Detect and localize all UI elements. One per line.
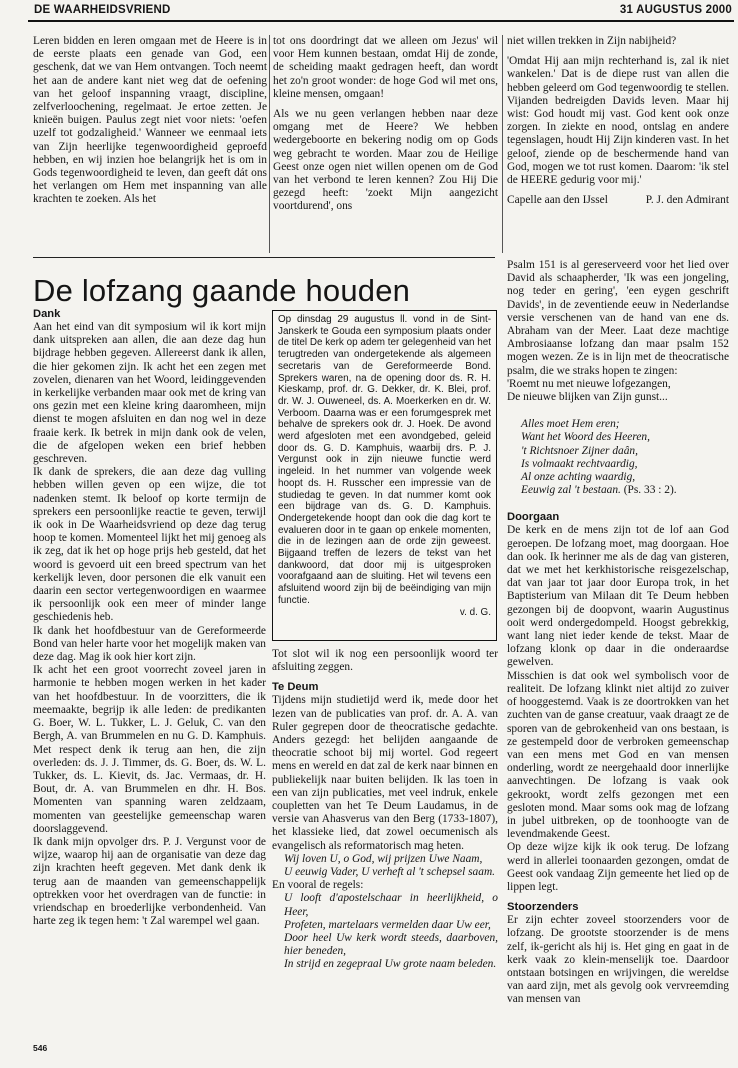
top-col2-para-1: tot ons doordringt dat we alleen om Jezus' wil voor Hem kunnen bestaan, omdat Hij de zonde, de scheiding maakt gedragen heeft, dan wordt het zo'n groot wonder: de hoge God wil met ons, kleine mensen, omgaan!: [273, 35, 498, 100]
poem-2: [272, 892, 498, 971]
article-headline: De lofzang gaande houden: [33, 273, 411, 308]
author-place: Capelle aan den IJssel: [507, 194, 608, 207]
article-column-2: [272, 648, 498, 1033]
stoorzenders-para: Er zijn echter zoveel stoorzenders voor de lofzang. De grootste stoorzender is de mens zelf, ik-gericht als hij is. Het ging en gaat in de kerk vaak zo klein-menselijk toe. Daardoor ontstaan botsingen en wrijvingen, die wereldse van aard zijn, met als gevolg ook vervreemding van mensen van: [507, 914, 729, 1006]
dank-para-3: Ik dank het hoofdbestuur van de Gereformeerde Bond van heler harte voor het mogelijk maken van deze dag. Mag ik ook hier kort zijn.: [33, 624, 266, 664]
poem-1: [272, 853, 498, 879]
psalm-para: Psalm 151 is al gereserveerd voor het lied over David als schaapherder, 'Ik was een jongeling, nog teder en gering', 'een eygen geschrift Davids', in de zeventiende eeuw in Nederlandse versie verschenen van de hand van ene ds. Abraham van der Meer. Laat deze machtige Ambrosiaanse lofzang dan maar psalm 152 mogen wezen. Ze is in lijn met de theocratische psalm, die we straks hopen te zingen:: [507, 259, 729, 377]
dank-para-1: Aan het eind van dit symposium wil ik kort mijn dank uitspreken aan allen, die aan deze dag hun bijdrage hebben gegeven. Allereerst dank ik allen, die hier gekomen zijn. Ik acht het een zegen met zovelen, dienaren van het Woord, leidinggevenden in kerkelijke verbanden maar ook met de kring van ons gezin met een kleine kring daaromheen, mijn dienst te mogen afsluiten en dan nog wel in deze fraaie kerk. Ik betrek in mijn dank ook de velen, die de afgelopen weken een brief hebben geschreven.: [33, 321, 266, 466]
poem-1-line: U eeuwig Vader, U verheft al 't schepsel saam.: [284, 866, 496, 879]
regels-intro: En vooral de regels:: [272, 879, 364, 892]
section-rule: [33, 257, 495, 258]
dank-para-5: Ik dank mijn opvolger drs. P. J. Vergunst voor de wijze, waarop hij aan de organisatie van deze dag zijn krachten heeft gegeven. Met dank denk ik terug aan de maanden van gemeenschappelijk optrekken voor het overdragen van de functie: in vriendschap en broederlijke verbondenheid. Van harte zeg ik tegen hem: 't Zal warempel wel gaan.: [33, 835, 266, 928]
psalm-poem-line: Is volmaakt rechtvaardig,: [521, 457, 638, 470]
doorgaan-para-2: Misschien is dat ook wel symbolisch voor de realiteit. De lofzang klinkt niet altijd zo zuiver of hooggestemd. Vaak is ze doortrokken van het zuchten van de ganse creatuur, vaak draagt ze de sporen van de gebrokenheid van ons bestaan, is ze gestempeld door de verbroken gemeenschap van een mens met God en van mensen onderling, wordt ze neergehaald door innerlijke aanvechtingen. De lofzang is vaak ook gekrookt, wordt zelfs gezongen met een gesloten mond. Maar soms ook mag de lofzang in jubel uitbreken, op de toonhoogte van de levendmakende Geest.: [507, 669, 729, 841]
article-column-1: [33, 308, 266, 1028]
psalm-poem: [507, 418, 729, 497]
top-col2-para-2: Als we nu geen verlangen hebben naar deze omgang met de Heere? We hebben wedergeboorte en bekering nodig om op Gods weg gebracht te worden. Maar zou de Heilige Geest onze ogen niet willen openen om de God van het verbond te leren kennen? Zou Hij Die gezegd heeft: 'zoekt Mijn aangezicht voortdurend', ons: [273, 108, 498, 213]
subhead-te-deum: Te Deum: [272, 681, 319, 694]
poem-1-line: Wij loven U, o God, wij prijzen Uwe Naam,: [284, 852, 483, 865]
top-col1-text: Leren bidden en leren omgaan met de Heere is in de eerste plaats een genade van God, een geschenk, dat we van Hem ontvangen. Toch neemt het aan de andere kant niet weg dat de oefening van het geloof inspanning vraagt, discipline, zelfverloochening, regelmaat. Je ertoe zetten. Je knieën buigen. Paulus zegt niet voor niets: 'oefen uzelf tot godzaligheid.' Wanneer we eenmaal iets van Zijn heerlijke tegenwoordigheid geproefd hebben, en wij inzien hoe belangrijk het is om in Gods tegenwoordigheid te leven, dan geeft dát ons het verlangen om Hem met inspanning van alle krachten te zoeken. Als het: [33, 35, 267, 206]
publication-name: DE WAARHEIDSVRIEND: [34, 4, 171, 16]
poem-2-line: Profeten, martelaars vermelden daar Uw eer,: [284, 918, 491, 931]
subhead-dank: Dank: [33, 308, 61, 320]
closing-intro: Tot slot wil ik nog een persoonlijk woord ter afsluiting zeggen.: [272, 648, 498, 674]
dank-para-4: Ik acht het een groot voorrecht zoveel jaren in harmonie te hebben mogen werken in het kader van het hoofdbestuur. In de voorzitters, die ik meemaakte, begrijp ik alle leden: de predikanten G. Boer, W. L. Tukker, L. J. Geluk, C. van den Bergh, A. van Brummelen en nu G. D. Kamphuis. Met respect denk ik terug aan hen, die zijn overleden: ds. J. J. Timmer, ds. G. Boer, ds. W. L. Tukker, ds. L. Kievit, ds. Jac. Vermaas, dr. H. Bout, dr. A. van Brummelen en dhr. H. Bos. Momenten van spanning waren zeldzaam, momenten van geestelijke gemeenschap waren doorslaggevend.: [33, 664, 266, 835]
subhead-doorgaan: Doorgaan: [507, 511, 560, 524]
page-number: 546: [33, 1043, 48, 1053]
intro-box: [272, 310, 497, 641]
poem-2-line: Door heel Uw kerk wordt steeds, daarboven, hier beneden,: [284, 932, 498, 958]
quote-line: 'Roemt nu met nieuwe lofgezangen,: [507, 377, 671, 390]
te-deum-para: Tijdens mijn studietijd werd ik, mede door het lezen van de publicaties van prof. dr. A. A. van Ruler gegrepen door de theocratische gedachte. Anders gezegd: het belijden aangaande de theocratie schoot bij mij wortel. God regeert mens en wereld en dat zal de kerk naar binnen en publiekelijk naar buiten belijden. Ik las toen in een van zijn publicaties, met veel indruk, enkele coupletten van het Te Deum Laudamus, in de versie van Ahasverus van den Berg (1733-1807), het klassieke lied, dat zowel oecumenisch als evangelisch als reformatorisch mag heten.: [272, 694, 498, 852]
psalm-poem-line: Eeuwig zal 't bestaan.: [521, 484, 621, 497]
psalm-poem-line: Want het Woord des Heeren,: [521, 431, 650, 444]
doorgaan-para-1: De kerk en de mens zijn tot de lof aan God geroepen. De lofzang moet, mag doorgaan. Hoe dan ook. Ik herinner me als de dag van gisteren, dat we met het kerkhistorische reisgezelschap, dat van jaar tot jaar door Europa trok, in het Baptisterium van Milaan dit Te Deum hebben gezongen bij de doopvont, waarin Augustinus ooit werd ondergedompeld. Hoogst gebrekkig, want lang niet ieder kende de tekst. Maar de lofzang klonk op daar in die onderaardse gewelven.: [507, 524, 729, 669]
top-col3-para-1: niet willen trekken in Zijn nabijheid?: [507, 35, 677, 47]
top-column-2: [273, 35, 498, 253]
psalm-poem-line: 't Richtsnoer Zijner daân,: [521, 444, 638, 457]
author-signature: [507, 194, 729, 207]
psalm-poem-line: Al onze achting waardig,: [521, 471, 636, 484]
poem-2-line: In strijd en zegepraal Uw grote naam beleden.: [284, 958, 497, 971]
psalm-reference: (Ps. 33 : 2).: [623, 484, 677, 497]
poem-2-line: U looft d'apostelschaar in heerlijkheid, o Heer,: [284, 892, 498, 918]
column-divider: [269, 35, 270, 253]
header-rule: [28, 20, 734, 22]
subhead-stoorzenders: Stoorzenders: [507, 901, 579, 914]
doorgaan-para-3: Op deze wijze kijk ik ook terug. De lofzang werd in allerlei toonaarden gezongen, omdat de Geest ook vandaag Zijn gemeente het lied op de lippen legt.: [507, 841, 729, 893]
author-name: P. J. den Admirant: [645, 194, 729, 207]
top-column-3: [507, 35, 729, 253]
intro-box-text: Op dinsdag 29 augustus ll. vond in de Sint-Janskerk te Gouda een symposium plaats onder de titel De kerk op adem ter gelegenheid van het terugtreden van ondergetekende als algemeen secretaris van de Gereformeerde Bond. Sprekers waren, na de opening door ds. R. H. Kieskamp, prof. dr. G. Dekker, dr. K. Blei, prof. dr. W. J. Ouweneel, ds. A. Moerkerken en dr. W. Verboom. Daarna was er een forumgesprek met behalve de sprekers ook dr. J. Hoek. De avond werd afgesloten met een avondgebed, geleid door ds. G. D. Kamphuis, waarbij drs. P. J. Vergunst ook in zijn nieuwe functie werd ingeleid. In het nummer van volgende week hoopt ds. H. Russcher een impressie van de studiedag te geven. In dat nummer komt ook een bijdrage van ds. G. D. Kamphuis. Ondergetekende hoopt dan ook die dag kort te evalueren door in te gaan op enkele momenten, die in de lezingen aan de orde zijn geweest. Bijgaand treffen de lezers de tekst van het dankwoord, dat door mij is uitgesproken voorafgaand aan de sluiting. Het wil tevens een afsluitend woord zijn bij de beëindiging van mijn functie.: [278, 314, 491, 606]
quote-lines: [507, 378, 729, 404]
psalm-poem-line: Alles moet Hem eren;: [521, 418, 620, 431]
top-col3-para-2: 'Omdat Hij aan mijn rechterhand is, zal ik niet wankelen.' Dat is de diepe rust van allen die hebben geleerd om God tegenwoordig te stellen. Vijanden bedreigden Davids leven. Maar hij wist: God houdt mij vast. God kent ook onze zorgen. In ziekte en nood, ontslag en andere tegenslagen, houdt Hij Zijn kinderen vast. In het geloof, ziende op de beschermende hand van God, mogen we tot rust komen. Daarom: 'ik stel de HEERE gedurig voor mij.': [507, 55, 729, 187]
column-divider: [502, 35, 503, 253]
intro-box-signature: v. d. G.: [459, 606, 491, 618]
issue-date: 31 AUGUSTUS 2000: [619, 4, 732, 16]
article-column-3: [507, 259, 729, 1054]
top-column-1: [33, 35, 267, 253]
quote-line: De nieuwe blijken van Zijn gunst...: [507, 391, 668, 404]
dank-para-2: Ik dank de sprekers, die aan deze dag vulling hebben willen geven op een wijze, die tot nadenken stemt. Ik beloof op korte termijn de sprekers een persoonlijke reactie te geven, terwijl ik ook in De Waarheidsvriend op deze dag terug hoop te komen. Momenteel lijkt het mij genoeg als ik zeg, dat ik het op hoge prijs heb gesteld, dat het woord is gevoerd uit een breed spectrum van het kerkelijk leven, door personen die elk vanuit een daarin een sector vertegenwoordigen en waarmee ik persoonlijk ook een meer of minder lange geschiedenis heb.: [33, 466, 266, 624]
